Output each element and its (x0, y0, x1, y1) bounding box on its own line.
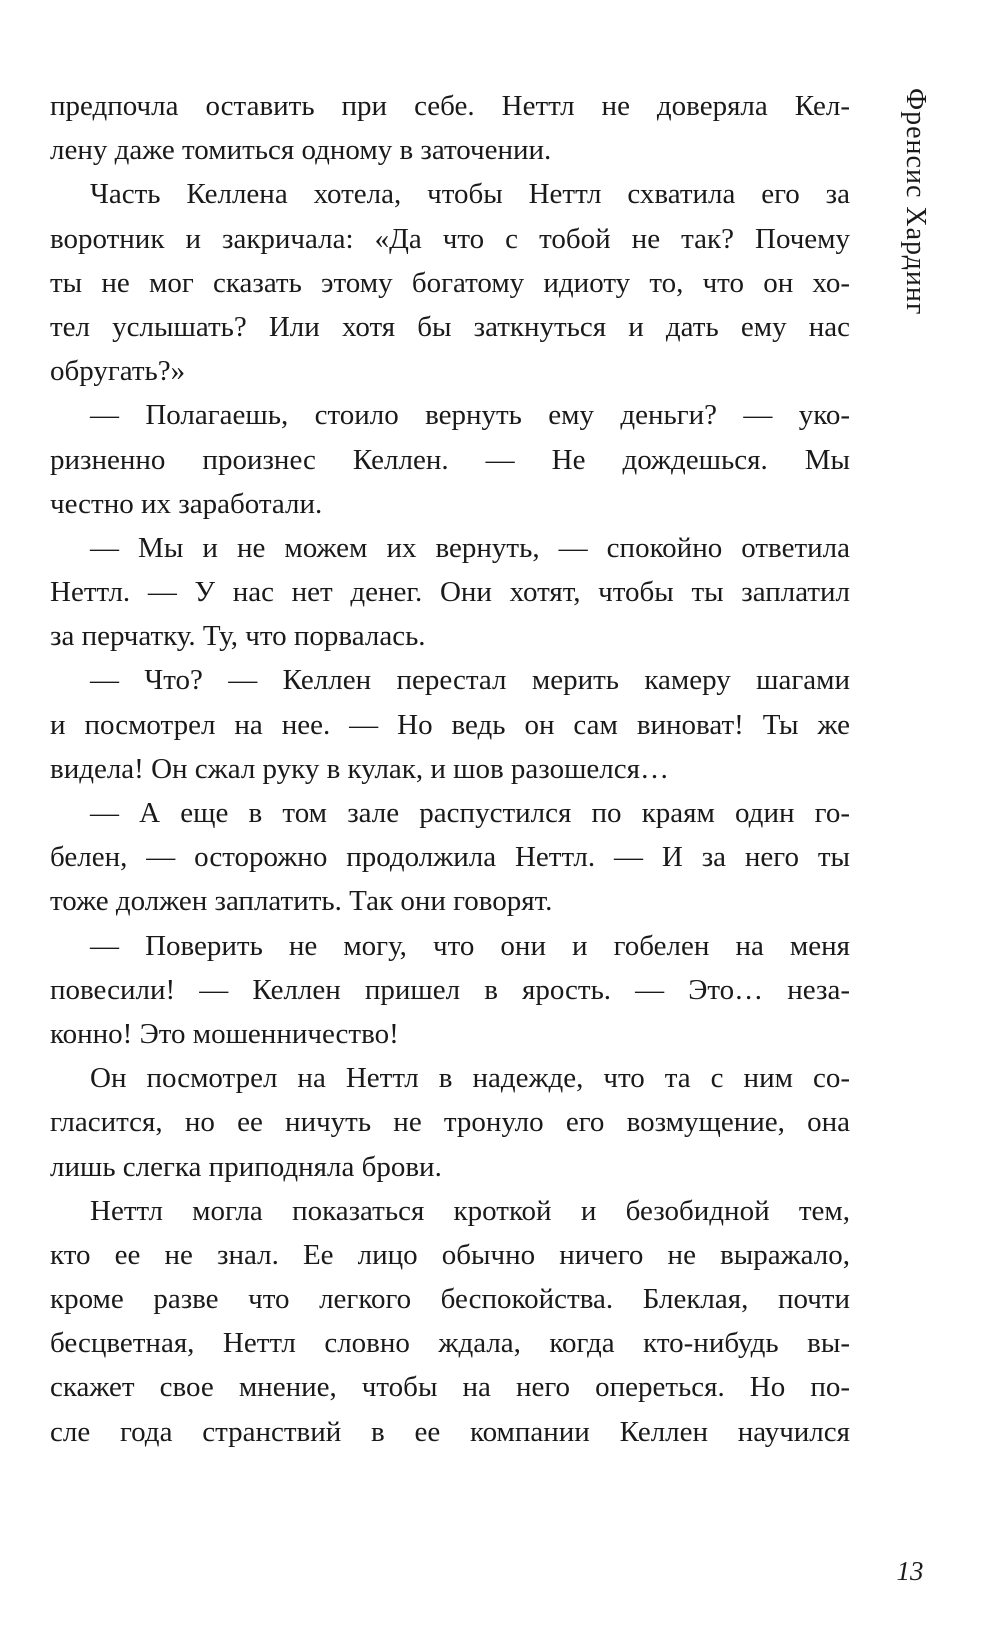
text-line: тел услышать? Или хотя бы заткнуться и дать ему нас (50, 310, 850, 343)
text-line: предпочла оставить при себе. Неттл не доверяла Кел- (50, 90, 850, 122)
running-head (893, 88, 937, 358)
running-head-author: Френсис Хардинг (900, 88, 931, 316)
text-line: обругать?» (50, 355, 186, 388)
text-line: бесцветная, Неттл словно ждала, когда кто-нибудь вы- (50, 1327, 850, 1360)
text-line: лену даже томиться одному в заточении. (50, 134, 552, 167)
text-line: — Что? — Келлен перестал мерить камеру шагами (90, 664, 850, 697)
body-text (50, 84, 850, 1454)
text-line: белен, — осторожно продолжила Неттл. — И за него ты (50, 841, 850, 874)
text-line: лишь слегка приподняла брови. (50, 1150, 442, 1183)
text-line: ты не мог сказать этому богатому идиоту то, что он хо- (50, 266, 850, 299)
text-line: Он посмотрел на Неттл в надежде, что та с ним со- (90, 1062, 850, 1095)
text-line: кто ее не знал. Ее лицо обычно ничего не выражало, (50, 1238, 850, 1271)
text-line: видела! Он сжал руку в кулак, и шов разошелся… (50, 752, 669, 785)
text-line: — А еще в том зале распустился по краям один го- (90, 797, 850, 829)
text-line: за перчатку. Ту, что порвалась. (50, 620, 426, 653)
text-line: кроме разве что легкого беспокойства. Блеклая, почти (50, 1283, 850, 1316)
text-line: честно их заработали. (50, 487, 323, 520)
text-line: — Мы и не можем их вернуть, — спокойно ответила (90, 531, 850, 564)
text-line: тоже должен заплатить. Так они говорят. (50, 885, 553, 918)
text-line: гласится, но ее ничуть не тронуло его возмущение, она (50, 1106, 850, 1139)
text-line: ризненно произнес Келлен. — Не дождешься. Мы (50, 443, 850, 476)
page-number: 13 (896, 1556, 924, 1586)
text-line: Часть Келлена хотела, чтобы Неттл схватила его за (90, 178, 850, 211)
text-line: Неттл могла показаться кроткой и безобидной тем, (90, 1194, 850, 1227)
text-line: Неттл. — У нас нет денег. Они хотят, чтобы ты заплатил (50, 576, 850, 609)
text-line: конно! Это мошенничество! (50, 1017, 399, 1050)
text-line: сле года странствий в ее компании Келлен научился (50, 1415, 850, 1448)
text-line: воротник и закричала: «Да что с тобой не так? Почему (50, 222, 850, 255)
text-line: и посмотрел на нее. — Но ведь он сам виноват! Ты же (50, 708, 850, 741)
text-line: — Поверить не могу, что они и гобелен на меня (90, 929, 850, 962)
text-line: — Полагаешь, стоило вернуть ему деньги? — уко- (90, 399, 850, 432)
text-line: скажет свое мнение, чтобы на него опереться. Но по- (50, 1371, 850, 1404)
text-line: повесили! — Келлен пришел в ярость. — Это… неза- (50, 973, 850, 1006)
